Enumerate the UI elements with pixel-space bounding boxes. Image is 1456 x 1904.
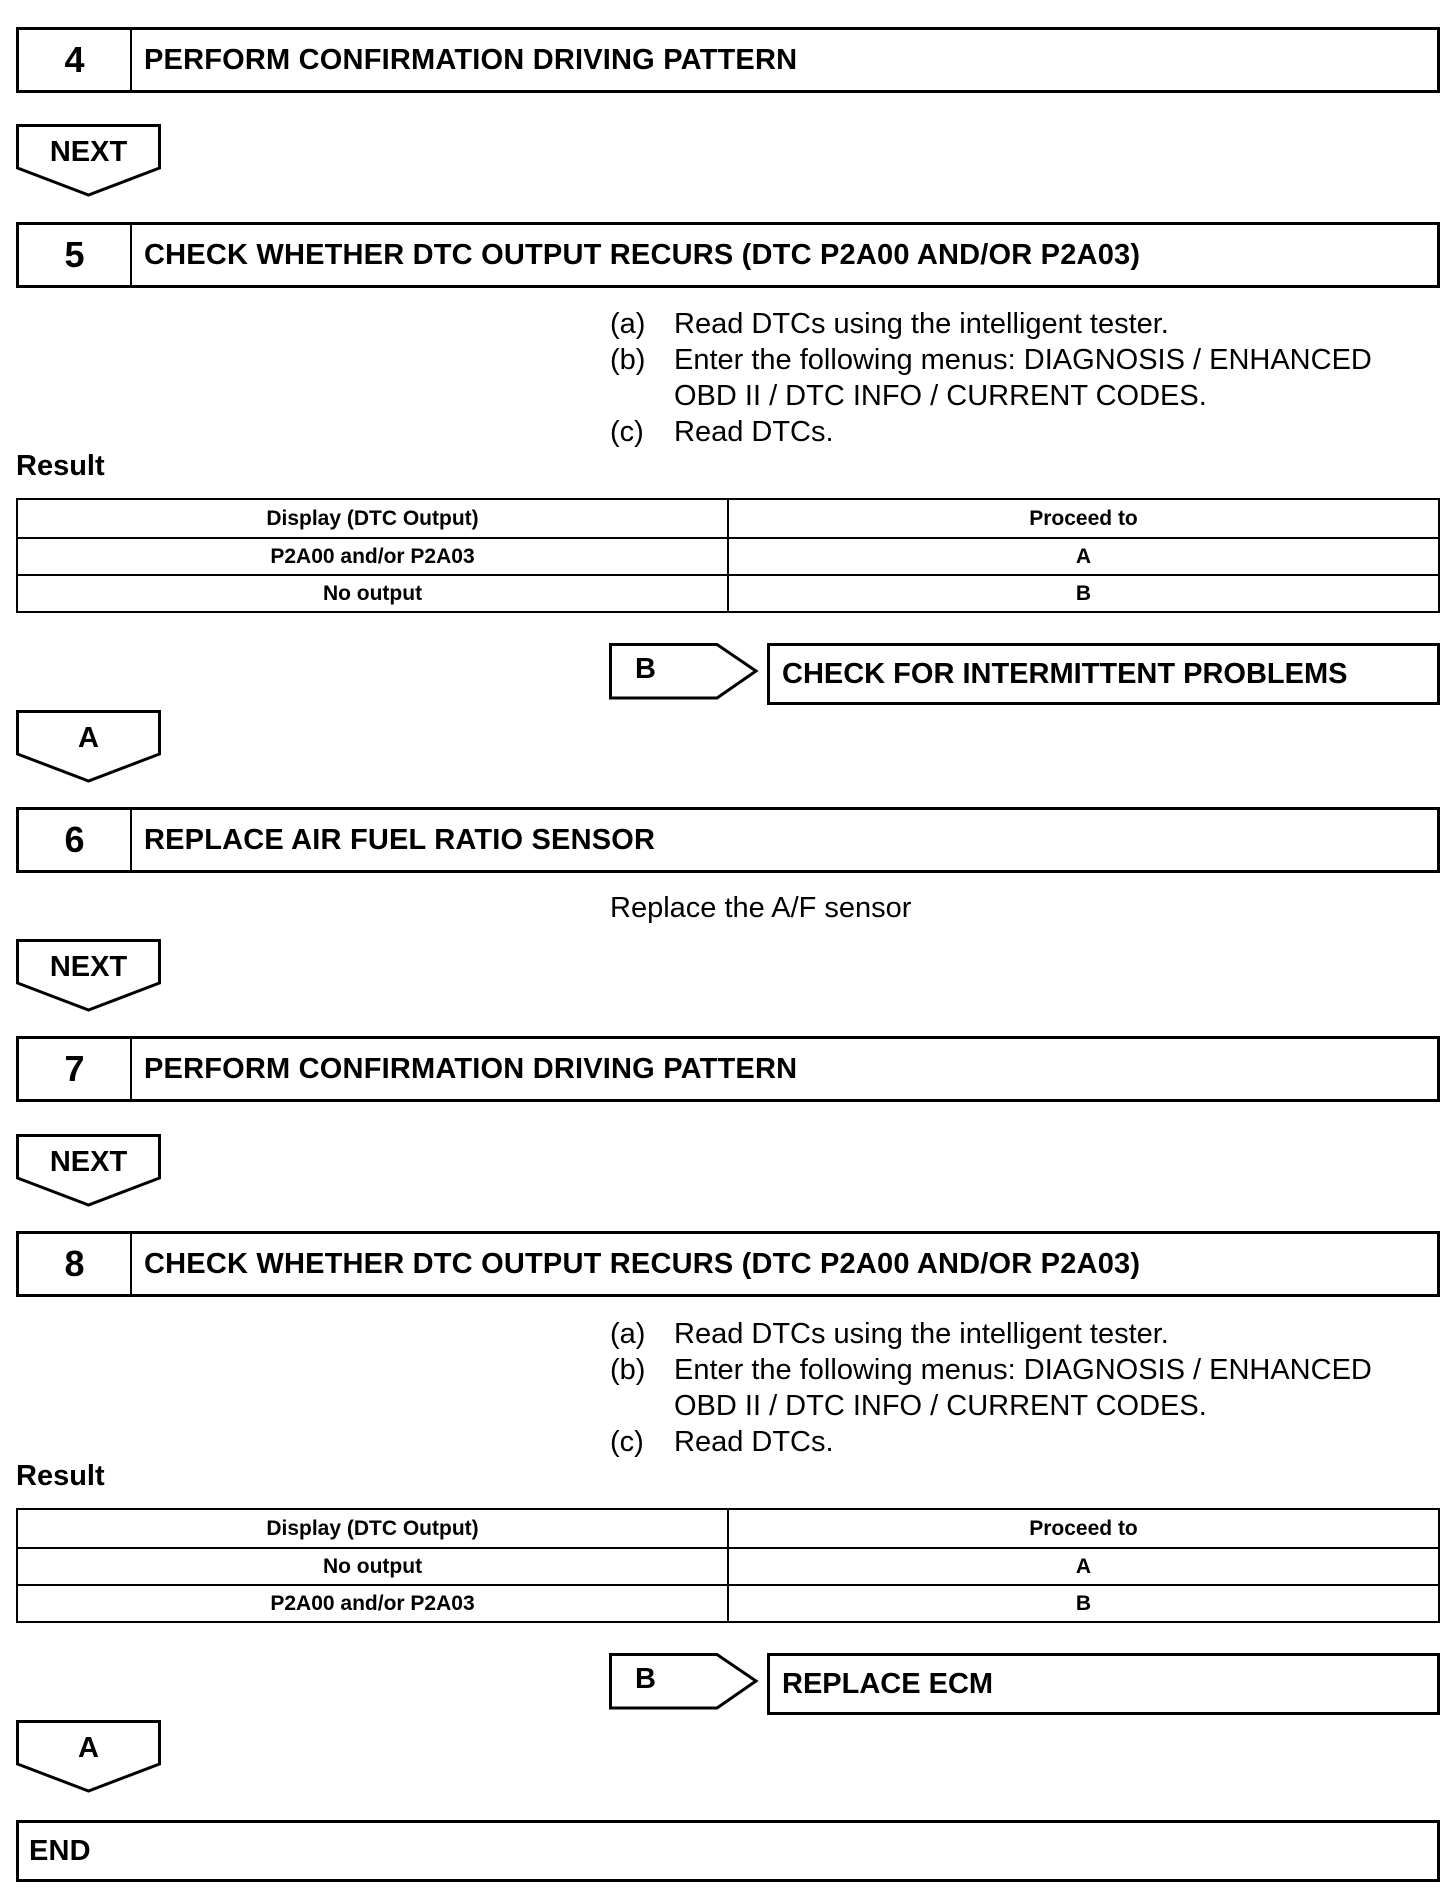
instruction-text: Enter the following menus: DIAGNOSIS / ENHANCED (674, 344, 1372, 376)
branch-target-box: CHECK FOR INTERMITTENT PROBLEMS (767, 643, 1440, 705)
instruction-item (610, 1316, 1430, 1352)
step-number: 5 (19, 225, 132, 285)
table-cell: A (728, 538, 1439, 575)
next-label: NEXT (49, 136, 128, 168)
table-row (17, 1548, 1439, 1585)
next-label: NEXT (49, 951, 128, 983)
step-title: PERFORM CONFIRMATION DRIVING PATTERN (144, 43, 798, 76)
step-7-header (16, 1036, 1440, 1102)
step-number: 4 (19, 30, 132, 90)
step-number: 7 (19, 1039, 132, 1099)
instruction-item (610, 342, 1430, 378)
instruction-item-continued (610, 1388, 1430, 1424)
table-row (17, 575, 1439, 612)
instruction-text: Read DTCs using the intelligent tester. (674, 308, 1169, 340)
step-title: CHECK WHETHER DTC OUTPUT RECURS (DTC P2A00 AND/OR P2A03) (144, 238, 1141, 271)
step-5-header (16, 222, 1440, 288)
instruction-mark: (c) (610, 1426, 644, 1458)
table-cell: No output (17, 1548, 728, 1585)
instruction-text: Read DTCs. (674, 416, 834, 448)
end-box (16, 1820, 1440, 1882)
table-row (17, 1585, 1439, 1622)
step-title: PERFORM CONFIRMATION DRIVING PATTERN (144, 1052, 798, 1085)
table-header-row (17, 1509, 1439, 1548)
branch-target-box: REPLACE ECM (767, 1653, 1440, 1715)
step-number: 6 (19, 810, 132, 870)
instruction-item (610, 1424, 1430, 1460)
branch-label: A (78, 722, 99, 754)
instruction-item (610, 306, 1430, 342)
table-cell: A (728, 1548, 1439, 1585)
instruction-item-continued (610, 378, 1430, 414)
step-8-header (16, 1231, 1440, 1297)
step-6-header (16, 807, 1440, 873)
branch-label: A (78, 1732, 99, 1764)
step-8-instructions (610, 1316, 1430, 1460)
end-title: END (29, 1834, 91, 1867)
next-arrow-button[interactable] (16, 1134, 161, 1206)
instruction-text: OBD II / DTC INFO / CURRENT CODES. (674, 380, 1207, 412)
table-cell: P2A00 and/or P2A03 (17, 538, 728, 575)
result-table (16, 1508, 1440, 1623)
instruction-mark: (b) (610, 344, 646, 376)
right-arrow-icon (609, 1653, 759, 1711)
instruction-item (610, 1352, 1430, 1388)
branch-a-arrow-button[interactable] (16, 1720, 161, 1792)
instruction-item (610, 414, 1430, 450)
result-label: Result (16, 450, 105, 482)
instruction-mark: (b) (610, 1354, 646, 1386)
step-number: 8 (19, 1234, 132, 1294)
result-label: Result (16, 1460, 105, 1492)
step-title: CHECK WHETHER DTC OUTPUT RECURS (DTC P2A00 AND/OR P2A03) (144, 1247, 1141, 1280)
table-header: Proceed to (728, 499, 1439, 538)
next-arrow-button[interactable] (16, 939, 161, 1011)
table-cell: No output (17, 575, 728, 612)
step-4-header (16, 27, 1440, 93)
instruction-mark: (a) (610, 1318, 646, 1350)
instruction-text: Read DTCs. (674, 1426, 834, 1458)
branch-label: B (635, 1663, 656, 1695)
instruction-text: Read DTCs using the intelligent tester. (674, 1318, 1169, 1350)
instruction-mark: (c) (610, 416, 644, 448)
branch-b-button[interactable] (609, 1653, 759, 1709)
table-cell: P2A00 and/or P2A03 (17, 1585, 728, 1622)
step-5-instructions (610, 306, 1430, 450)
result-table (16, 498, 1440, 613)
next-label: NEXT (49, 1146, 128, 1178)
branch-label: B (635, 653, 656, 685)
step-6-note: Replace the A/F sensor (610, 892, 912, 924)
table-header-row (17, 499, 1439, 538)
step-title: REPLACE AIR FUEL RATIO SENSOR (144, 823, 656, 856)
table-cell: B (728, 1585, 1439, 1622)
next-arrow-button[interactable] (16, 124, 161, 196)
instruction-mark: (a) (610, 308, 646, 340)
branch-a-arrow-button[interactable] (16, 710, 161, 782)
table-header: Proceed to (728, 1509, 1439, 1548)
instruction-text: OBD II / DTC INFO / CURRENT CODES. (674, 1390, 1207, 1422)
instruction-text: Enter the following menus: DIAGNOSIS / ENHANCED (674, 1354, 1372, 1386)
table-cell: B (728, 575, 1439, 612)
right-arrow-icon (609, 643, 759, 701)
branch-b-button[interactable] (609, 643, 759, 699)
table-header: Display (DTC Output) (17, 499, 728, 538)
table-row (17, 538, 1439, 575)
table-header: Display (DTC Output) (17, 1509, 728, 1548)
